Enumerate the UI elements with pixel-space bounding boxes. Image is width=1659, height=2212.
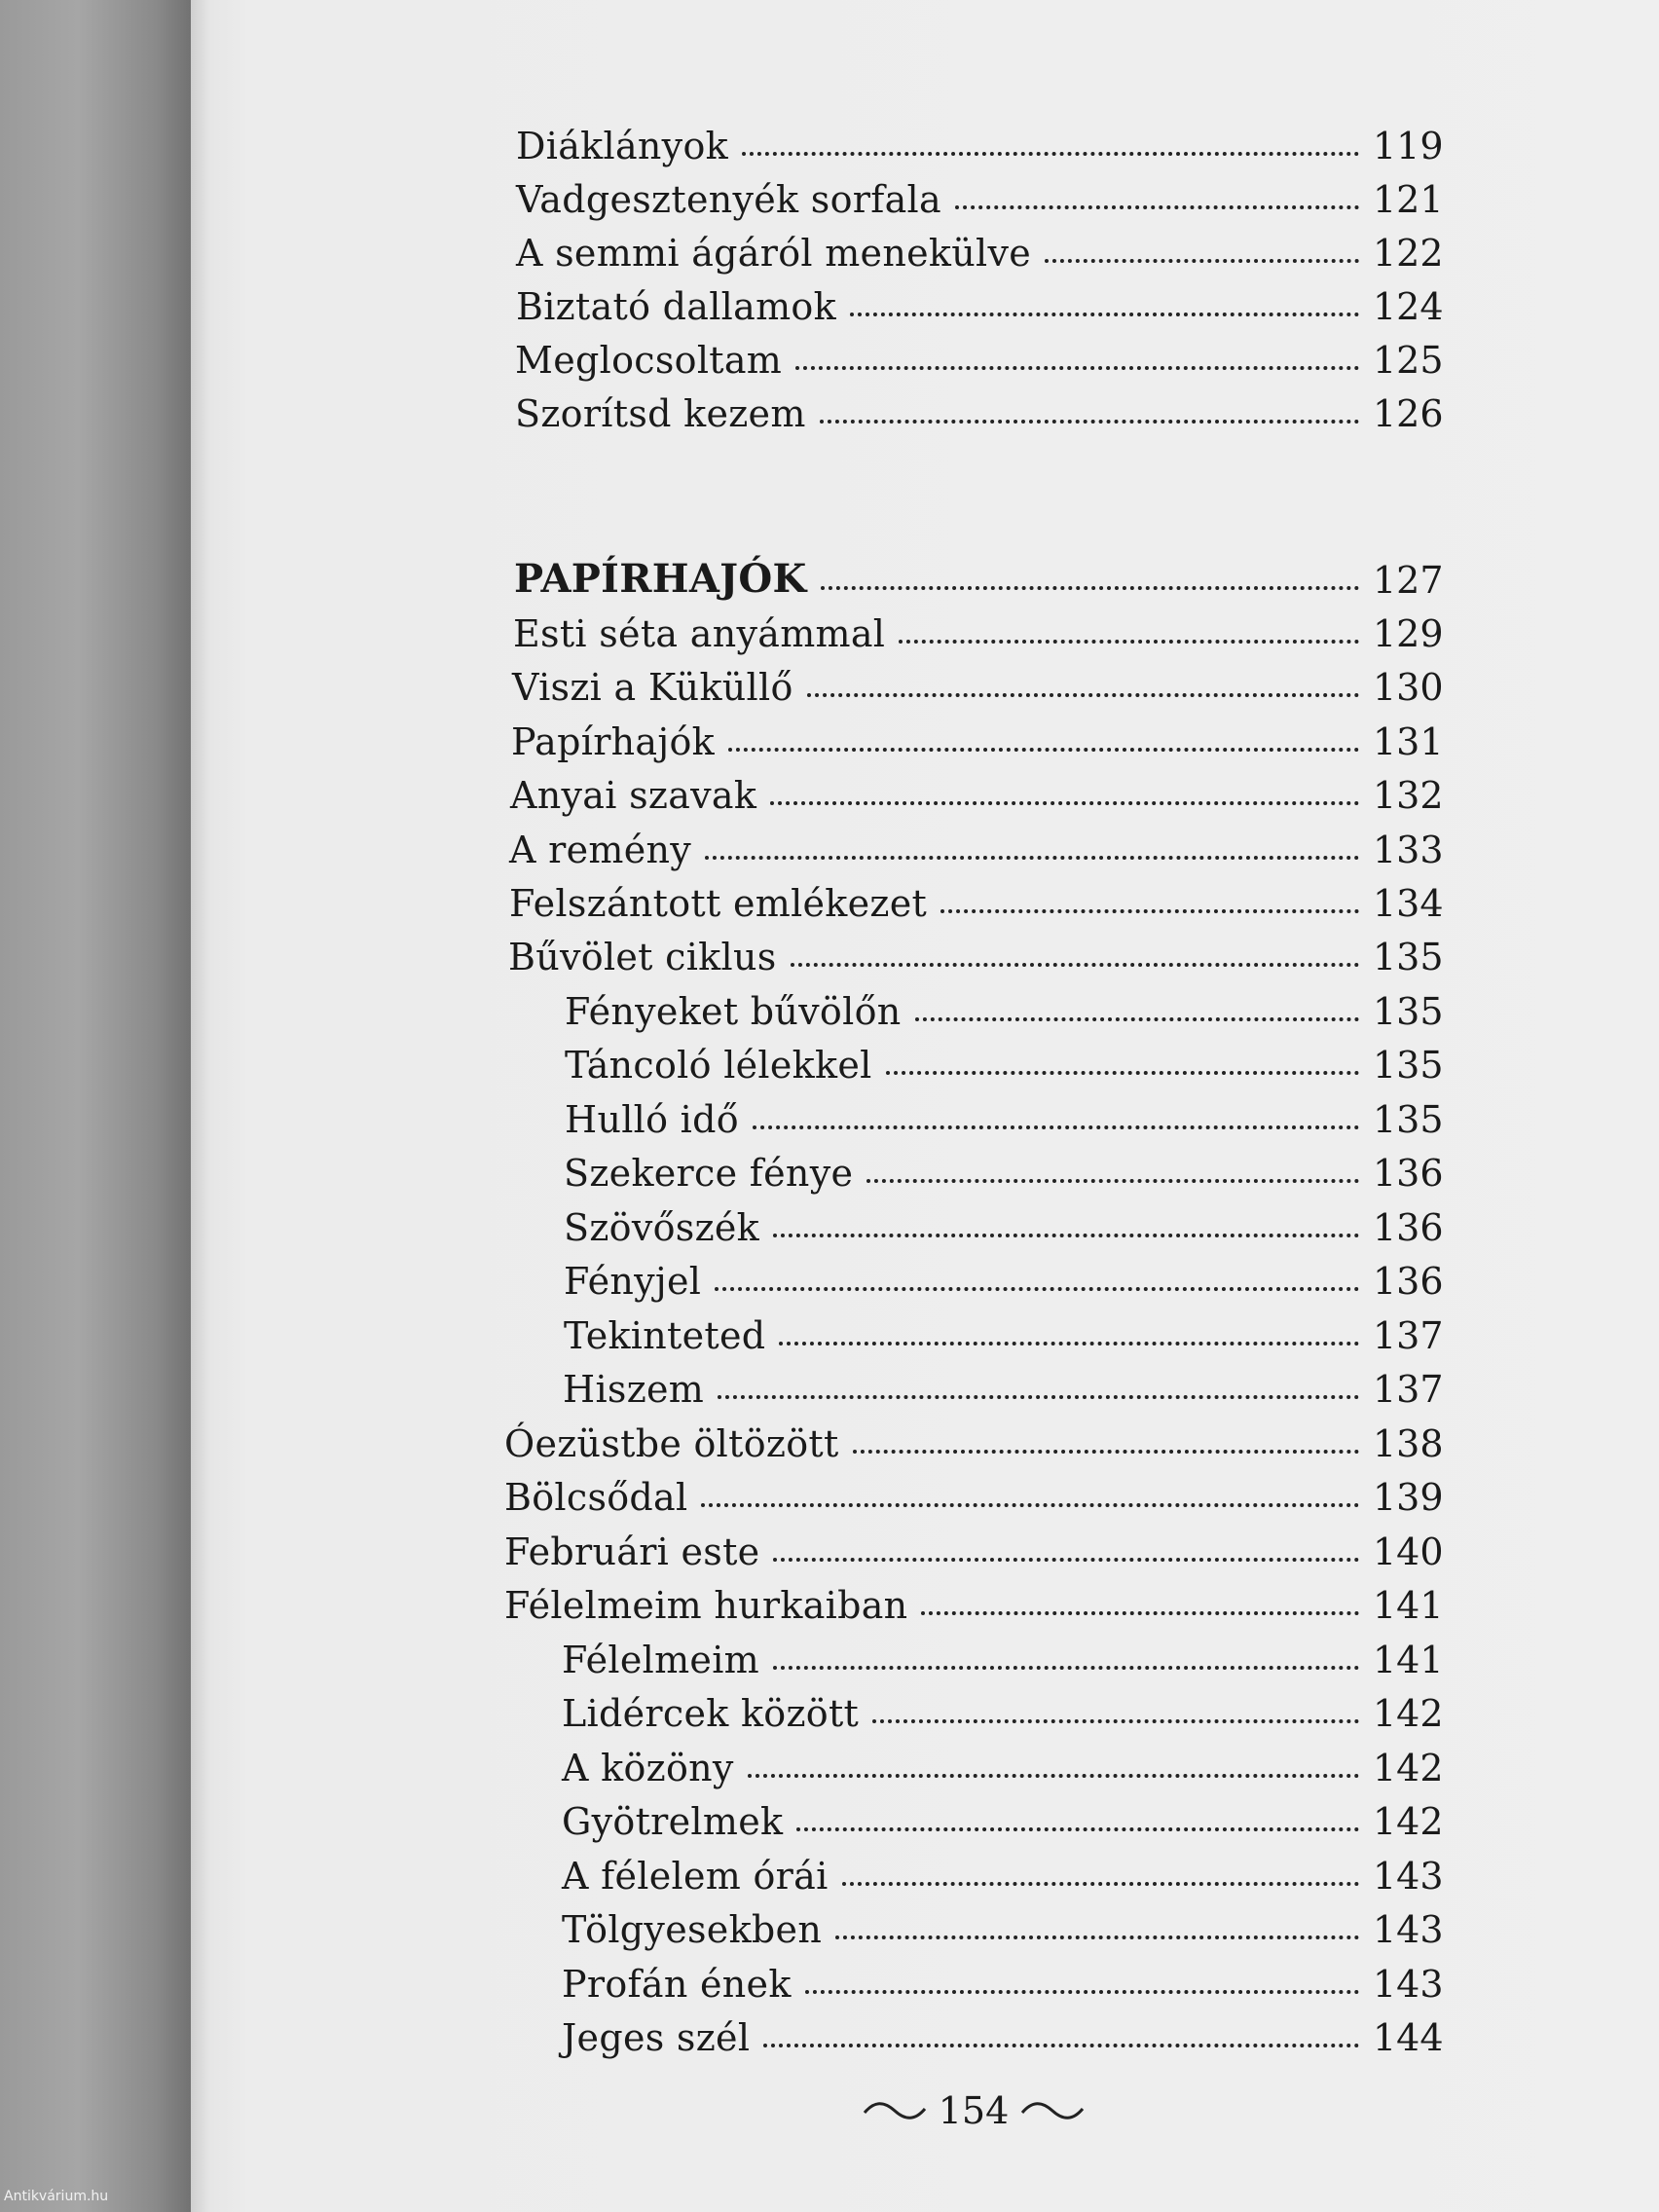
toc-entry-title: Gyötrelmek	[562, 1800, 784, 1843]
toc-entry-title: Félelmeim	[562, 1639, 759, 1681]
toc-entry-title: A remény	[509, 829, 692, 871]
toc-entry-page: 131	[1373, 720, 1444, 763]
toc-entry-page: 141	[1373, 1639, 1444, 1681]
toc-entry-page: 119	[1373, 125, 1444, 167]
toc-entry	[504, 1578, 1444, 1627]
toc-entry-title: Tekinteted	[564, 1314, 766, 1357]
toc-leader-dots	[796, 1827, 1359, 1831]
toc-entry-page: 130	[1373, 666, 1444, 709]
toc-subentry	[564, 1200, 1444, 1249]
tilde-ornament-icon	[863, 2099, 927, 2122]
toc-subentry	[564, 1309, 1444, 1357]
toc-subentry	[562, 1794, 1444, 1843]
toc-entry-page: 136	[1373, 1260, 1444, 1303]
toc-entry-title: Tölgyesekben	[562, 1908, 823, 1951]
toc-entry-title: Hiszem	[563, 1368, 705, 1411]
toc-entry-page: 122	[1373, 232, 1444, 275]
toc-entry-title: A félelem órái	[562, 1855, 829, 1898]
toc-leader-dots	[1045, 259, 1359, 263]
toc-section-title: PAPÍRHAJÓK	[514, 556, 807, 602]
toc-entry-title: Szekerce fénye	[564, 1152, 854, 1195]
toc-leader-dots	[705, 856, 1359, 860]
toc-entry-title: Meglocsoltam	[515, 339, 783, 382]
toc-leader-dots	[850, 313, 1359, 316]
toc-entry-title: Felszántott emlékezet	[509, 882, 928, 925]
toc-entry-title: Biztató dallamok	[516, 285, 836, 328]
toc-leader-dots	[921, 1611, 1359, 1615]
toc-leader-dots	[753, 1125, 1359, 1129]
toc-entry	[504, 1470, 1444, 1519]
toc-entry-page: 135	[1373, 1098, 1444, 1141]
toc-entry-title: Profán ének	[562, 1963, 792, 2006]
toc-entry-page: 139	[1373, 1476, 1444, 1519]
toc-leader-dots	[915, 1017, 1359, 1021]
toc-leader-dots	[805, 1990, 1359, 1994]
toc-entry-page: 142	[1373, 1800, 1444, 1843]
toc-entry-page: 135	[1373, 936, 1444, 978]
toc-entry-page: 141	[1373, 1584, 1444, 1627]
toc-entry	[516, 279, 1444, 328]
toc-subentry	[562, 1633, 1444, 1681]
toc-entry	[511, 715, 1444, 763]
page-footer	[847, 2082, 1100, 2140]
toc-entry-page: 142	[1373, 1747, 1444, 1789]
toc-leader-dots	[718, 1395, 1359, 1399]
toc-subentry	[562, 1957, 1444, 2006]
toc-leader-dots	[940, 909, 1359, 913]
toc-entry-title: Esti séta anyámmal	[513, 612, 886, 655]
toc-entry-title: Anyai szavak	[510, 774, 757, 817]
toc-subentry	[565, 1092, 1444, 1141]
toc-entry	[512, 660, 1444, 709]
toc-leader-dots	[715, 1287, 1359, 1291]
toc-entry-page: 132	[1373, 774, 1444, 817]
toc-subentry	[563, 1362, 1444, 1411]
toc-entry-title: Szorítsd kezem	[515, 392, 806, 435]
toc-entry-page: 142	[1373, 1692, 1444, 1735]
toc-entry-page: 143	[1373, 1855, 1444, 1898]
toc-leader-dots	[763, 2044, 1359, 2047]
toc-leader-dots	[748, 1774, 1359, 1778]
toc-entry-title: Szövőszék	[564, 1206, 760, 1249]
toc-leader-dots	[955, 205, 1359, 209]
toc-entry-title: A közöny	[562, 1747, 734, 1789]
toc-leader-dots	[728, 748, 1359, 752]
toc-entry	[513, 607, 1444, 655]
toc-entry-title: Bölcsődal	[504, 1476, 688, 1519]
toc-entry-title: Fényeket bűvölőn	[565, 990, 902, 1033]
toc-subentry	[562, 2010, 1444, 2059]
toc-entry-title: Félelmeim hurkaiban	[504, 1584, 908, 1627]
toc-leader-dots	[835, 1936, 1359, 1939]
toc-leader-dots	[795, 366, 1359, 370]
toc-entry-page: 143	[1373, 1963, 1444, 2006]
toc-entry-page: 133	[1373, 829, 1444, 871]
toc-subentry	[562, 1902, 1444, 1951]
toc-leader-dots	[773, 1666, 1359, 1670]
tilde-ornament-icon	[1020, 2099, 1085, 2122]
toc-leader-dots	[821, 586, 1359, 590]
toc-entry-page: 137	[1373, 1314, 1444, 1357]
toc-leader-dots	[853, 1450, 1359, 1454]
toc-entry-page: 136	[1373, 1152, 1444, 1195]
toc-leader-dots	[773, 1558, 1359, 1562]
toc-leader-dots	[820, 420, 1359, 424]
toc-entry	[509, 876, 1444, 925]
book-spine-background	[0, 0, 195, 2212]
toc-entry-page: 135	[1373, 1044, 1444, 1087]
toc-subentry	[564, 1146, 1444, 1195]
toc-leader-dots	[791, 963, 1359, 967]
toc-entry-title: Fényjel	[564, 1260, 702, 1303]
toc-entry-title: Papírhajók	[511, 720, 715, 763]
toc-subentry	[565, 984, 1444, 1033]
toc-entry	[516, 226, 1444, 275]
toc-entry-title: Bűvölet ciklus	[508, 936, 777, 978]
toc-entry	[504, 1417, 1444, 1465]
toc-leader-dots	[899, 640, 1359, 644]
toc-leader-dots	[770, 801, 1359, 805]
toc-entry	[515, 333, 1444, 382]
toc-entry-page: 125	[1373, 339, 1444, 382]
toc-leader-dots	[842, 1882, 1359, 1886]
toc-entry-title: Diáklányok	[516, 125, 728, 167]
toc-entry-title: Táncoló lélekkel	[565, 1044, 872, 1087]
toc-entry-title: Óezüstbe öltözött	[504, 1422, 839, 1465]
toc-entry-title: A semmi ágáról menekülve	[516, 232, 1032, 275]
toc-leader-dots	[807, 693, 1359, 697]
toc-entry-page: 126	[1373, 392, 1444, 435]
toc-entry-page: 136	[1373, 1206, 1444, 1249]
toc-leader-dots	[701, 1503, 1359, 1507]
site-watermark: Antikvárium.hu	[4, 2189, 109, 2204]
toc-subentry	[562, 1686, 1444, 1735]
toc-entry-page: 140	[1373, 1530, 1444, 1573]
toc-entry-page: 121	[1373, 178, 1444, 221]
toc-subentry	[562, 1741, 1444, 1789]
toc-subentry	[565, 1038, 1444, 1087]
toc-subentry	[562, 1849, 1444, 1898]
toc-entry-page: 138	[1373, 1422, 1444, 1465]
toc-entry	[516, 172, 1444, 221]
toc-leader-dots	[886, 1071, 1359, 1075]
toc-entry-page: 124	[1373, 285, 1444, 328]
toc-entry-title: Hulló idő	[565, 1098, 739, 1141]
toc-entry-page: 134	[1373, 882, 1444, 925]
toc-entry-page: 129	[1373, 612, 1444, 655]
toc-entry-page: 143	[1373, 1908, 1444, 1951]
toc-entry	[509, 823, 1444, 871]
toc-leader-dots	[773, 1234, 1359, 1237]
toc-entry	[504, 1525, 1444, 1573]
toc-leader-dots	[866, 1179, 1359, 1183]
toc-entry-title: Viszi a Küküllő	[512, 666, 793, 709]
toc-entry-page: 137	[1373, 1368, 1444, 1411]
toc-entry	[508, 930, 1444, 978]
toc-entry-page: 144	[1373, 2016, 1444, 2059]
toc-entry-title: Jeges szél	[562, 2016, 751, 2059]
toc-leader-dots	[742, 152, 1359, 156]
toc-entry-title: Vadgesztenyék sorfala	[516, 178, 941, 221]
toc-subentry	[564, 1254, 1444, 1303]
toc-entry-title: Februári este	[504, 1530, 760, 1573]
toc-entry	[516, 119, 1444, 167]
toc-section-heading	[514, 553, 1444, 602]
toc-entry-page: 135	[1373, 990, 1444, 1033]
toc-entry-page: 127	[1373, 559, 1444, 602]
toc-entry	[510, 768, 1444, 817]
toc-leader-dots	[872, 1719, 1359, 1723]
toc-entry	[515, 387, 1444, 435]
toc-entry-title: Lidércek között	[562, 1692, 860, 1735]
toc-leader-dots	[779, 1342, 1359, 1346]
page-number: 154	[938, 2089, 1010, 2132]
